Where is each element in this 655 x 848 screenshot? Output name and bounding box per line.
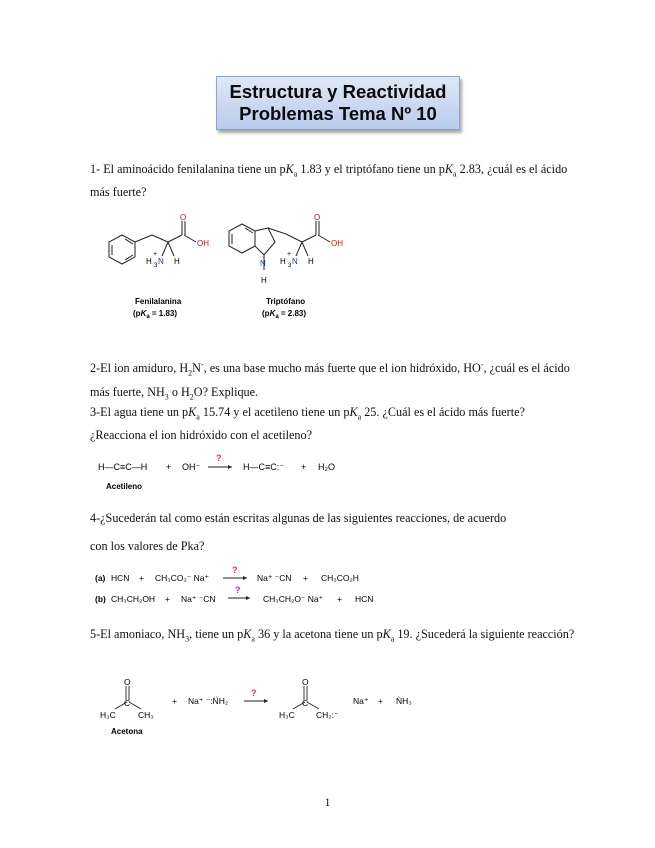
svg-text:?: ? <box>216 453 222 463</box>
svg-text:N: N <box>260 259 266 268</box>
svg-text:Fenilalanina: Fenilalanina <box>135 297 182 306</box>
svg-text:+: + <box>378 696 383 706</box>
svg-text:?: ? <box>232 566 238 575</box>
svg-text:Acetileno: Acetileno <box>106 482 143 491</box>
problem-4-line-1: 4-¿Sucederán tal como están escritas algunas de las siguientes reacciones, de acuerdo <box>90 511 507 525</box>
svg-text:3: 3 <box>154 263 158 269</box>
svg-text:?: ? <box>251 688 257 698</box>
svg-text:CH₃CH₂OH: CH₃CH₂OH <box>111 594 156 604</box>
svg-text:O: O <box>302 677 309 687</box>
svg-text:HCN: HCN <box>111 573 130 583</box>
svg-text:(a): (a) <box>95 573 106 583</box>
svg-text:C: C <box>124 698 131 708</box>
svg-text:+: + <box>153 251 158 258</box>
problem-4-line-2: con los valores de Pka? <box>90 539 205 553</box>
problem-4-figure <box>93 566 383 608</box>
svg-text:N: N <box>158 257 164 266</box>
problem-1-figure <box>100 210 370 325</box>
svg-text:(pKa = 1.83): $(pK_a = 1.83)$ <box>133 309 178 320</box>
svg-text:O: O <box>180 213 187 222</box>
svg-text:OH: OH <box>197 239 209 248</box>
svg-text:H—C≡C:⁻: H—C≡C:⁻ <box>243 462 285 472</box>
page-number: 1 <box>324 795 331 809</box>
svg-text:?: ? <box>235 585 241 595</box>
svg-text:H—C≡C—H: H—C≡C—H <box>98 462 148 472</box>
svg-text:H: H <box>174 257 180 266</box>
title-line-1: Estructura y Reactividad <box>229 81 447 102</box>
svg-text:N̈H₃: N̈H₃ <box>396 696 412 706</box>
svg-text:H: H <box>308 257 314 266</box>
svg-text:Triptófano: Triptófano <box>266 297 306 306</box>
svg-text:O: O <box>314 213 321 222</box>
svg-text:H: H <box>261 276 267 285</box>
svg-text:+: + <box>337 594 342 604</box>
title-box <box>216 76 460 130</box>
svg-text:(b): (b) <box>95 594 106 604</box>
problem-5-figure <box>98 676 428 740</box>
svg-text:(pKa = 2.83): $(pK_a = 2.83)$ <box>262 309 307 320</box>
svg-text:OH⁻: OH⁻ <box>182 462 201 472</box>
svg-text:OH: OH <box>331 239 343 248</box>
svg-text:+: + <box>165 594 170 604</box>
svg-text:3: 3 <box>288 263 292 269</box>
svg-text:H: H <box>146 257 152 266</box>
problem-3-figure <box>96 452 356 494</box>
svg-text:CH₃CH₂O⁻ Na⁺: CH₃CH₂O⁻ Na⁺ <box>263 594 324 604</box>
svg-text:Na⁺ ⁻CN: Na⁺ ⁻CN <box>181 594 216 604</box>
svg-text:Na⁺ ⁻CN: Na⁺ ⁻CN <box>257 573 292 583</box>
svg-text:HCN: HCN <box>355 594 374 604</box>
svg-text:CH₃: CH₃ <box>138 710 154 720</box>
svg-text:H₃C: H₃C <box>279 710 295 720</box>
svg-text:+: + <box>166 462 172 472</box>
svg-text:H₂O: H₂O <box>318 462 335 472</box>
svg-text:C: C <box>302 698 309 708</box>
svg-text:+: + <box>301 462 307 472</box>
problem-5-text: 5-El amoniaco, $NH_3$, tiene un $pK_a$ 36 y la acetona tiene un $pK_a$ 19. ¿Sucederá la siguiente reacción? <box>90 627 575 644</box>
problem-3-text: 3-El agua tiene un $pK_a$ 15.74 y el acetileno tiene un $pK_a$ 25. ¿Cuál es el ácido más fuerte? ¿Reacciona el ion hidróxido con el acetileno? <box>90 405 525 443</box>
title-line-2: Problemas Tema Nº 10 <box>239 103 437 124</box>
svg-text:O: O <box>124 677 131 687</box>
svg-text:CH₂:⁻: CH₂:⁻ <box>316 710 339 720</box>
svg-text:CH₃CO₂H: CH₃CO₂H <box>321 573 359 583</box>
svg-text:Acetona: Acetona <box>111 727 143 736</box>
svg-text:N: N <box>292 257 298 266</box>
svg-text:Na⁺ ⁻:N̈H₂: Na⁺ ⁻:N̈H₂ <box>188 696 229 706</box>
svg-text:Na⁺: Na⁺ <box>353 696 369 706</box>
svg-text:+: + <box>172 696 177 706</box>
problem-2-text: 2-El ion amiduro, $H_2N^-$, es una base mucho más fuerte que el ion hidróxido, HO-, ¿cuál es el ácido más fuerte, $NH_3$ o $H_2O$? Explique. <box>90 360 570 401</box>
svg-text:+: + <box>287 251 292 258</box>
svg-text:H: H <box>280 257 286 266</box>
svg-text:+: + <box>139 573 144 583</box>
svg-text:H₃C: H₃C <box>100 710 116 720</box>
svg-text:CH₃CO₂⁻ Na⁺: CH₃CO₂⁻ Na⁺ <box>155 573 209 583</box>
problem-1-text: 1- El aminoácido fenilalanina tiene un $pK_a$ 1.83 y el triptófano tiene un $pK_a$ 2.83, ¿cuál es el ácido más fuerte? <box>90 162 568 200</box>
svg-text:+: + <box>303 573 308 583</box>
